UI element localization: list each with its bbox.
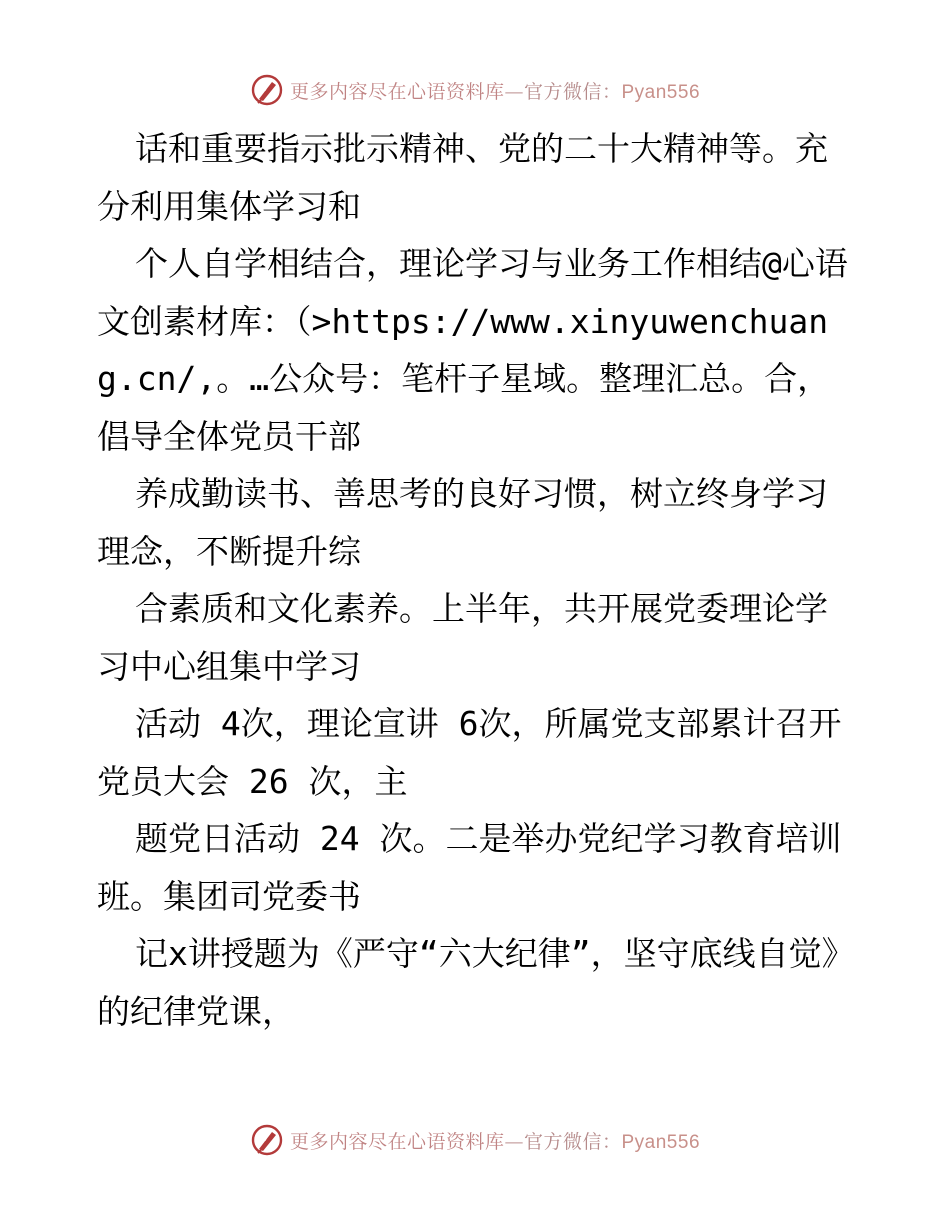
- watermark-official-label: 官方微信：: [523, 80, 622, 103]
- footer-watermark: [0, 1120, 950, 1160]
- watermark-official-label: 官方微信：: [523, 1130, 622, 1153]
- paragraph: 题党日活动 24 次。二是举办党纪学习教育培训班。集团司党委书: [97, 819, 842, 916]
- watermark-text: [290, 1127, 700, 1154]
- paragraph: 话和重要指示批示精神、党的二十大精神等。充分利用集体学习和: [97, 129, 828, 226]
- body-text: [97, 120, 857, 1040]
- watermark-separator: —: [504, 1130, 524, 1153]
- quill-logo-icon: [250, 73, 284, 107]
- watermark-main-text: 更多内容尽在心语资料库: [289, 80, 505, 103]
- quill-logo-icon: [250, 1123, 284, 1157]
- watermark-separator: —: [504, 80, 524, 103]
- watermark-text: [290, 77, 700, 104]
- paragraph: 个人自学相结合，理论学习与业务工作相结@心语文创素材库：（>https://www.xinyuwenchuang.cn/,。…公众号：笔杆子星域。整理汇总。合，倡导全体党员干部: [97, 244, 848, 456]
- header-watermark: [0, 70, 950, 110]
- paragraph: 记x讲授题为《严守“六大纪律”，坚守底线自觉》的纪律党课，: [97, 934, 855, 1031]
- watermark-wechat-id: Pyan556: [621, 81, 701, 103]
- watermark-main-text: 更多内容尽在心语资料库: [289, 1130, 505, 1153]
- watermark-wechat-id: Pyan556: [621, 1131, 701, 1153]
- paragraph: 养成勤读书、善思考的良好习惯，树立终身学习理念，不断提升综: [97, 474, 828, 571]
- paragraph: 合素质和文化素养。上半年，共开展党委理论学习中心组集中学习: [97, 589, 828, 686]
- paragraph: 活动 4次，理论宣讲 6次，所属党支部累计召开党员大会 26 次，主: [97, 704, 842, 801]
